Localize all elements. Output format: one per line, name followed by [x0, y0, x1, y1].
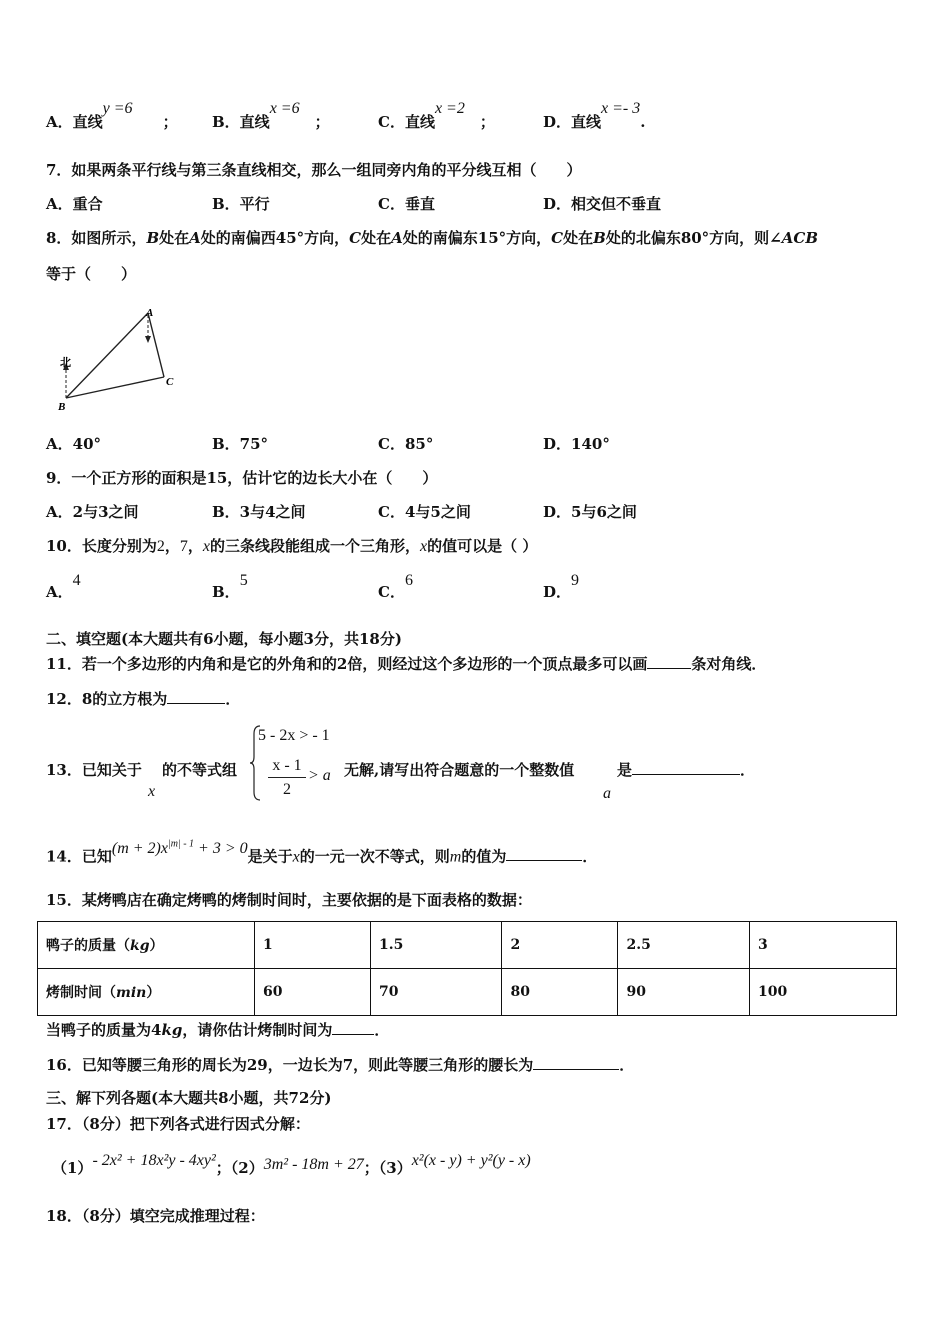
- segment-ab: [66, 313, 148, 398]
- section-3-heading: 三、解下列各题(本大题共8小题，共72分): [46, 1089, 332, 1107]
- q13-stem-b: 的不等式组: [162, 761, 238, 779]
- q6-option-d: D．直线x =- 3.: [543, 100, 646, 131]
- q12-stem: 12．8的立方根为 ．: [46, 690, 241, 708]
- table-cell: 1: [255, 922, 371, 969]
- q10-option-a: A．4: [46, 572, 81, 601]
- section-2-heading: 二、填空题(本大题共有6小题，每小题3分，共18分): [46, 630, 402, 648]
- segment-ac: [148, 313, 164, 377]
- q13-fraction-bar: [268, 777, 306, 778]
- q13-var-a: a: [603, 785, 611, 802]
- table-cell: 80: [502, 969, 618, 1016]
- table-row: [38, 922, 897, 969]
- label-a: A: [146, 307, 154, 319]
- roast-duck-table: [37, 921, 897, 1016]
- table-cell: 2: [502, 922, 618, 969]
- q8-option-b: B．75°: [212, 435, 269, 453]
- q14-blank: [506, 846, 582, 861]
- table-row-head-mass: 鸭子的质量（kg）: [38, 922, 255, 969]
- q13-inequality-1: 5 - 2x > - 1: [258, 727, 330, 744]
- q13-fraction-den: 2: [283, 781, 291, 798]
- q10-option-d: D．9: [543, 572, 580, 601]
- q11-stem: 11．若一个多边形的内角和是它的外角和的2倍，则经过这个多边形的一个顶点最多可以画 条对角线．: [46, 655, 767, 673]
- q18-stem: 18．（8分）填空完成推理过程：: [46, 1207, 265, 1225]
- q9-stem: 9．一个正方形的面积是15，估计它的边长大小在（ ）: [46, 469, 438, 487]
- q10-option-b: B．5: [212, 572, 248, 601]
- q7-option-c: C．垂直: [378, 195, 435, 213]
- q6-option-a: A．直线y =6 ；: [46, 100, 178, 131]
- q7-option-d: D．相交但不垂直: [543, 195, 662, 213]
- table-row: [38, 969, 897, 1016]
- table-cell: 100: [749, 969, 896, 1016]
- q9-option-c: C．4与5之间: [378, 503, 471, 521]
- q9-option-d: D．5与6之间: [543, 503, 637, 521]
- q8-stem-cont: 等于（ ）: [46, 265, 137, 283]
- q15-stem: 15．某烤鸭店在确定烤鸭的烤制时间时，主要依据的是下面表格的数据：: [46, 891, 532, 909]
- q15-blank: [332, 1020, 374, 1035]
- q8-option-d: D．140°: [543, 435, 610, 453]
- label-b: B: [58, 401, 66, 413]
- q13-stem-d: 是 ．: [617, 761, 756, 779]
- q16-stem: 16．已知等腰三角形的周长为29，一边长为7，则此等腰三角形的腰长为 ．: [46, 1056, 635, 1074]
- q9-option-b: B．3与4之间: [212, 503, 306, 521]
- q15-question: 当鸭子的质量为4kg，请你估计烤制时间为 ．: [46, 1021, 390, 1039]
- q13-stem-a: 13．已知关于: [46, 761, 142, 779]
- q17-stem: 17．（8分）把下列各式进行因式分解：: [46, 1115, 310, 1133]
- table-cell: 3: [749, 922, 896, 969]
- table-cell: 60: [255, 969, 371, 1016]
- segment-bc: [66, 377, 164, 398]
- label-north: 北: [60, 356, 71, 369]
- q8-option-c: C．85°: [378, 435, 434, 453]
- q6-option-c: C．直线x =2 ；: [378, 100, 495, 131]
- q14-stem: 14．已知$(m + 2)x^{|m| - 1} + 3 > 0$是关于x的一元一次不等式，则m的值为 ．: [46, 839, 598, 866]
- q7-option-a: A．重合: [46, 195, 103, 213]
- q11-blank: [647, 654, 691, 669]
- label-c: C: [166, 376, 174, 388]
- q10-stem: 10．长度分别为2，7，x的三条线段能组成一个三角形，x的值可以是（ ）: [46, 537, 538, 555]
- q13-blank: [632, 760, 740, 775]
- q6-option-b: B．直线x =6 ；: [212, 100, 330, 131]
- q8-figure: [56, 305, 186, 417]
- south-arrowhead-icon: [145, 336, 151, 343]
- q7-stem: 7．如果两条平行线与第三条直线相交，那么一组同旁内角的平分线互相（ ）: [46, 161, 582, 179]
- q8-option-a: A．40°: [46, 435, 102, 453]
- q8-stem: 8．如图所示，B处在A处的南偏西45°方向，C处在A处的南偏东15°方向，C处在B处的北偏东80°方向，则∠ACB: [46, 229, 819, 247]
- q13-stem-c: 无解,请写出符合题意的一个整数值: [344, 761, 575, 779]
- q13-var-x: x: [148, 783, 156, 800]
- table-cell: 70: [371, 969, 502, 1016]
- q9-option-a: A．2与3之间: [46, 503, 139, 521]
- q10-option-c: C．6: [378, 572, 413, 601]
- q7-option-b: B．平行: [212, 195, 270, 213]
- q12-blank: [167, 689, 225, 704]
- q13-gt-a: > a: [308, 767, 331, 784]
- table-cell: 1.5: [371, 922, 502, 969]
- table-row-head-time: 烤制时间（min）: [38, 969, 255, 1016]
- q16-blank: [533, 1055, 619, 1070]
- q13-fraction-num: x - 1: [272, 757, 302, 774]
- table-cell: 90: [618, 969, 749, 1016]
- table-cell: 2.5: [618, 922, 749, 969]
- q17-parts: （1）- 2x² + 18x²y - 4xy²；（2）3m² - 18m + 27；（3）x²(x - y) + y²(y - x): [52, 1152, 531, 1177]
